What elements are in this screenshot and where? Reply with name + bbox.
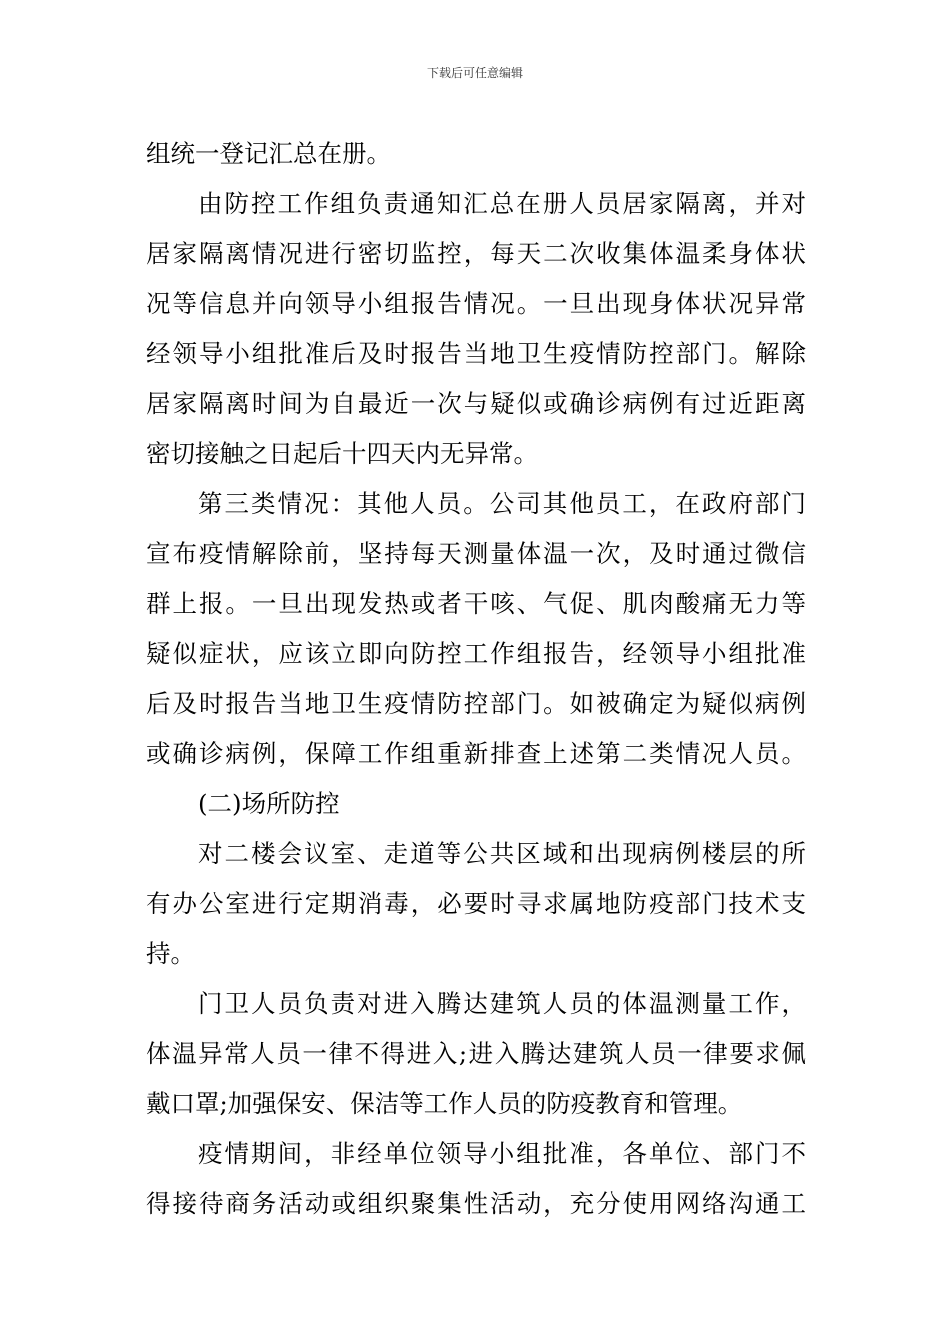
text-line: 有办公室进行定期消毒，必要时寻求属地防疫部门技术支 [146, 889, 806, 918]
document-body [146, 129, 806, 1229]
text-line: 体温异常人员一律不得进入;进入腾达建筑人员一律要求佩 [146, 1039, 806, 1068]
text-line: 况等信息并向领导小组报告情况。一旦出现身体状况异常 [146, 289, 806, 318]
text-line: 疑似症状，应该立即向防控工作组报告，经领导小组批准 [146, 639, 806, 668]
text-line: 密切接触之日起后十四天内无异常。 [146, 439, 538, 468]
text-line: 宣布疫情解除前，坚持每天测量体温一次，及时通过微信 [146, 539, 806, 568]
text-line: 组统一登记汇总在册。 [146, 139, 391, 168]
text-line: (二)场所防控 [198, 789, 340, 818]
text-line: 持。 [146, 939, 195, 968]
text-line: 经领导小组批准后及时报告当地卫生疫情防控部门。解除 [146, 339, 806, 368]
text-line: 第三类情况：其他人员。公司其他员工，在政府部门 [198, 489, 806, 518]
text-line: 疫情期间，非经单位领导小组批准，各单位、部门不 [198, 1139, 806, 1168]
text-line: 或确诊病例，保障工作组重新排查上述第二类情况人员。 [146, 739, 806, 768]
page-header-note: 下载后可任意编辑 [426, 66, 523, 80]
text-line: 居家隔离情况进行密切监控，每天二次收集体温柔身体状 [146, 239, 806, 268]
text-line: 由防控工作组负责通知汇总在册人员居家隔离，并对 [198, 189, 806, 218]
text-line: 门卫人员负责对进入腾达建筑人员的体温测量工作， [198, 989, 806, 1018]
text-line: 对二楼会议室、走道等公共区域和出现病例楼层的所 [198, 839, 806, 868]
text-line: 戴口罩;加强保安、保洁等工作人员的防疫教育和管理。 [146, 1089, 743, 1118]
text-line: 得接待商务活动或组织聚集性活动，充分使用网络沟通工 [146, 1189, 806, 1218]
text-line: 居家隔离时间为自最近一次与疑似或确诊病例有过近距离 [146, 389, 806, 418]
text-line: 后及时报告当地卫生疫情防控部门。如被确定为疑似病例 [146, 689, 806, 718]
text-line: 群上报。一旦出现发热或者干咳、气促、肌肉酸痛无力等 [146, 589, 806, 618]
